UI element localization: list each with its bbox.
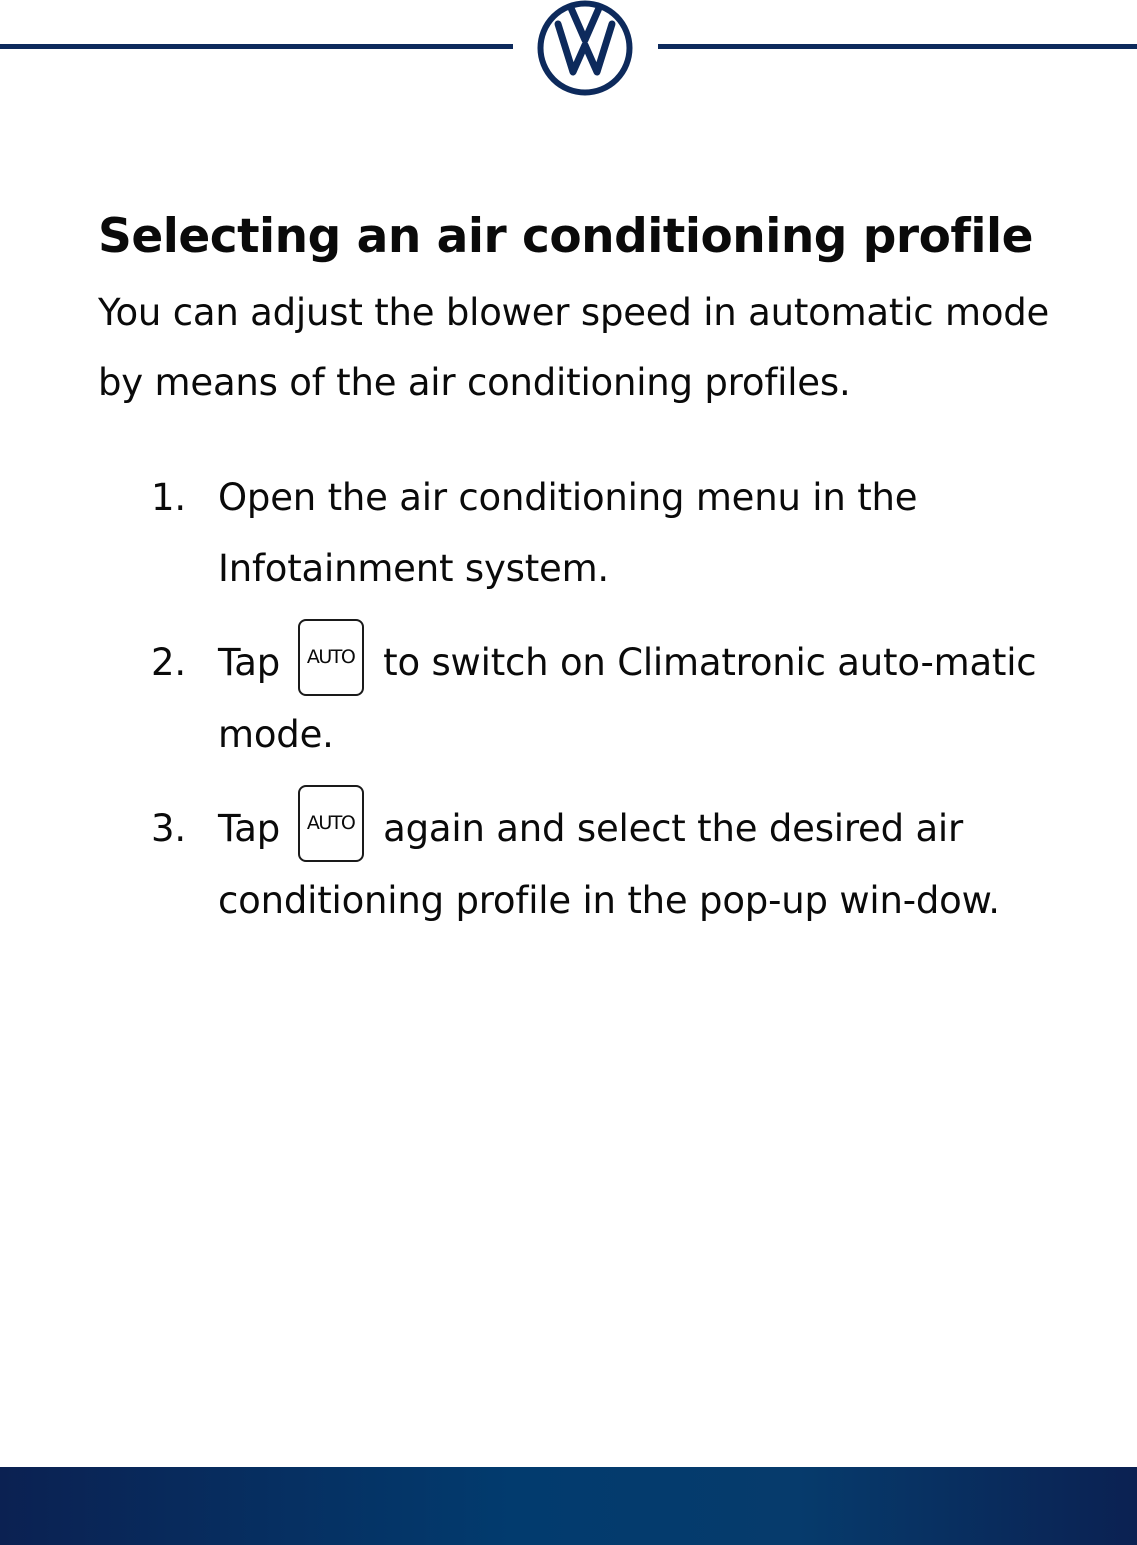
header-rule-left [0, 44, 513, 49]
auto-button-icon: AUTO [298, 619, 364, 696]
main-content [98, 200, 1088, 959]
auto-button-icon: AUTO [298, 785, 364, 862]
step-text-after: again and select the desired air conditioning profile in the pop-up win-dow. [218, 807, 1000, 922]
footer-band [0, 1467, 1137, 1545]
step-number: 1. [151, 476, 186, 519]
step-number: 3. [151, 807, 186, 850]
step-item [98, 627, 1088, 770]
header-rule-right [658, 44, 1137, 49]
step-text: Open the air conditioning menu in the Infotainment system. [218, 476, 918, 590]
step-text-after: to switch on Climatronic auto-matic mode. [218, 641, 1037, 756]
step-item [98, 462, 1088, 604]
step-number: 2. [151, 641, 186, 684]
steps-list [98, 462, 1088, 936]
intro-paragraph: You can adjust the blower speed in automatic mode by means of the air conditioning profiles. [98, 291, 1050, 404]
step-text-before: Tap [218, 807, 281, 850]
step-item [98, 793, 1088, 936]
volkswagen-logo-icon [537, 0, 633, 96]
page-title: Selecting an air conditioning profile [98, 209, 1033, 264]
step-text-before: Tap [218, 641, 281, 684]
